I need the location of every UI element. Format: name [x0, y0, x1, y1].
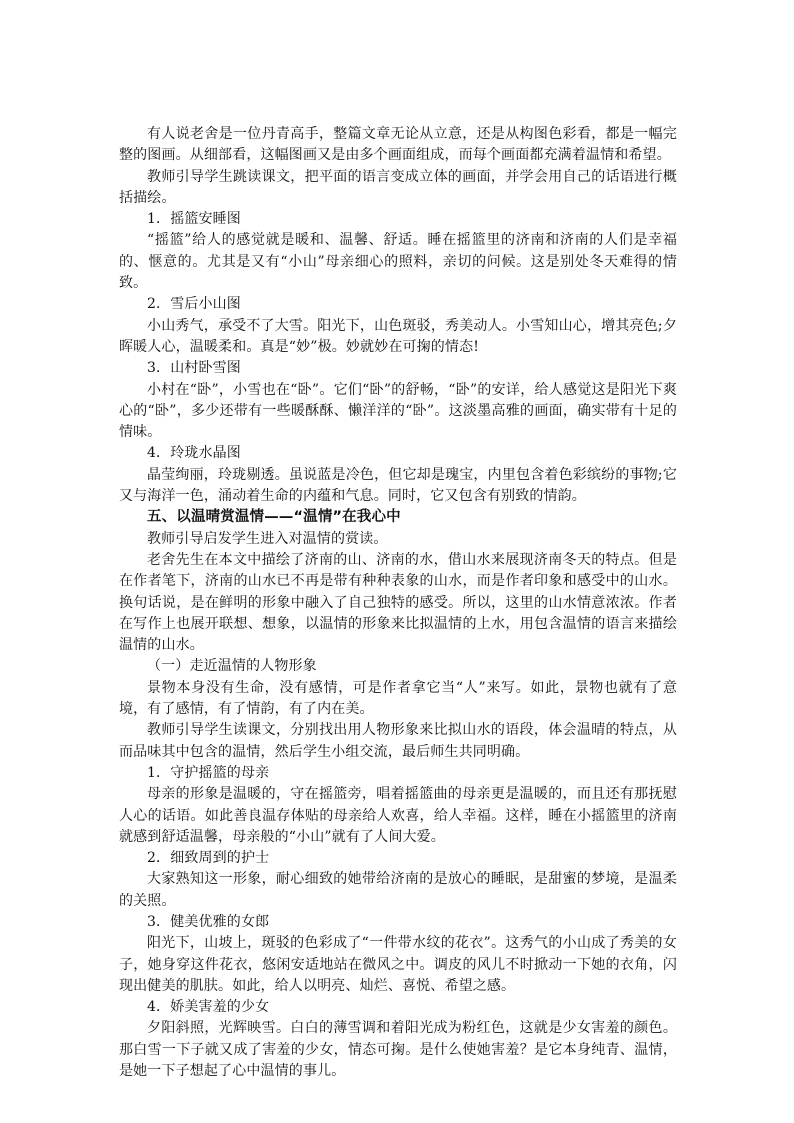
paragraph-intro-1: 有人说老舍是一位丹青高手，整篇文章无论从立意，还是从构图色彩看，都是一幅完整的图画。从细部看，这幅图画又是由多个画面组成，而每个画面都充满着温情和希望。 [119, 126, 677, 164]
section-title-five: 五、以温晴赏温情——“温情”在我心中 [147, 509, 401, 526]
paragraph-character-2: 教师引导学生读课文，分别找出用人物形象来比拟山水的语段，体会温晴的特点，从而品味其中包含的温情，然后学生小组交流，最后师生共同明确。 [119, 722, 677, 760]
paragraph-lady: 阳光下，山坡上，斑驳的色彩成了“一件带水纹的花衣”。这秀气的小山成了秀美的女子，她身穿这件花衣，悠闲安适地站在微风之中。调皮的风儿不时掀动一下她的衣角，闪现出健美的肌肤。如此，给人以明亮、灿烂、喜悦、希望之感。 [119, 935, 677, 994]
subheading-character-images: （一）走近温情的人物形象 [147, 658, 317, 675]
document-page [119, 124, 677, 1082]
subheading-lady: 3．健美优雅的女郎 [147, 913, 270, 930]
paragraph-intro-2: 教师引导学生跳读课文，把平面的语言变成立体的画面，并学会用自己的话语进行概括描绘。 [119, 168, 677, 206]
paragraph-village: 小村在“卧”，小雪也在“卧”。它们“卧”的舒畅，“卧”的安详，给人感觉这是阳光下爽心的“卧”，多少还带有一些暖酥酥、懒洋洋的“卧”。这淡墨高雅的画面，确实带有十足的情味。 [119, 381, 677, 441]
paragraph-snow-hill: 小山秀气，承受不了大雪。阳光下，山色斑驳，秀美动人。小雪知山心，增其亮色;夕晖暖人心，温暖柔和。真是“妙”极。妙就妙在可掬的情态! [119, 317, 677, 355]
subheading-mother: 1．守护摇篮的母亲 [147, 764, 270, 781]
paragraph-cradle: “摇篮”给人的感觉就是暖和、温馨、舒适。睡在摇篮里的济南和济南的人们是幸福的、惬意的。尤其是又有“小山”母亲细心的照料，亲切的问候。这是别处冬天难得的情致。 [119, 232, 677, 292]
subheading-girl: 4．娇美害羞的少女 [147, 999, 270, 1016]
subheading-snow-hill-picture: 2．雪后小山图 [147, 296, 241, 313]
subheading-cradle-picture: 1．摇篮安睡图 [147, 211, 241, 228]
paragraph-crystal: 晶莹绚丽，玲珑剔透。虽说蓝是冷色，但它却是瑰宝，内里包含着色彩缤纷的事物;它又与海洋一色，涌动着生命的内蕴和气息。同时，它又包含有别致的情韵。 [119, 466, 677, 505]
paragraph-section-five-intro: 教师引导启发学生进入对温情的赏读。 [147, 530, 388, 547]
paragraph-girl: 夕阳斜照，光辉映雪。白白的薄雪调和着阳光成为粉红色，这就是少女害羞的颜色。那白雪一下子就又成了害羞的少女，情态可掬。是什么使她害羞？是它本身纯青、温情，是她一下子想起了心中温情的事儿。 [119, 1020, 677, 1080]
paragraph-section-five-body: 老舍先生在本文中描绘了济南的山、济南的水，借山水来展现济南冬天的特点。但是在作者笔下，济南的山水已不再是带有种种表象的山水，而是作者印象和感受中的山水。换句话说，是在鲜明的形象中融入了自己独特的感受。所以，这里的山水情意浓浓。作者在写作上也展开联想、想象，以温情的形象来比拟温情的上水，用包含温情的语言来描绘温情的山水。 [119, 551, 677, 654]
subheading-crystal-picture: 4．玲珑水晶图 [147, 445, 241, 462]
paragraph-nurse: 大家熟知这一形象，耐心细致的她带给济南的是放心的睡眠，是甜蜜的梦境，是温柔的关照。 [119, 871, 677, 909]
paragraph-mother: 母亲的形象是温暖的，守在摇篮旁，唱着摇篮曲的母亲更是温暖的，而且还有那抚慰人心的话语。如此善良温存体贴的母亲给人欢喜，给人幸福。这样，睡在小摇篮里的济南就感到舒适温馨，母亲般的“小山”就有了人间大爱。 [119, 786, 677, 845]
subheading-village-picture: 3．山村卧雪图 [147, 360, 241, 377]
subheading-nurse: 2．细致周到的护士 [147, 850, 270, 867]
paragraph-character-1: 景物本身没有生命，没有感情，可是作者拿它当“人”来写。如此，景物也就有了意境，有了感情，有了情韵，有了内在美。 [119, 679, 677, 718]
